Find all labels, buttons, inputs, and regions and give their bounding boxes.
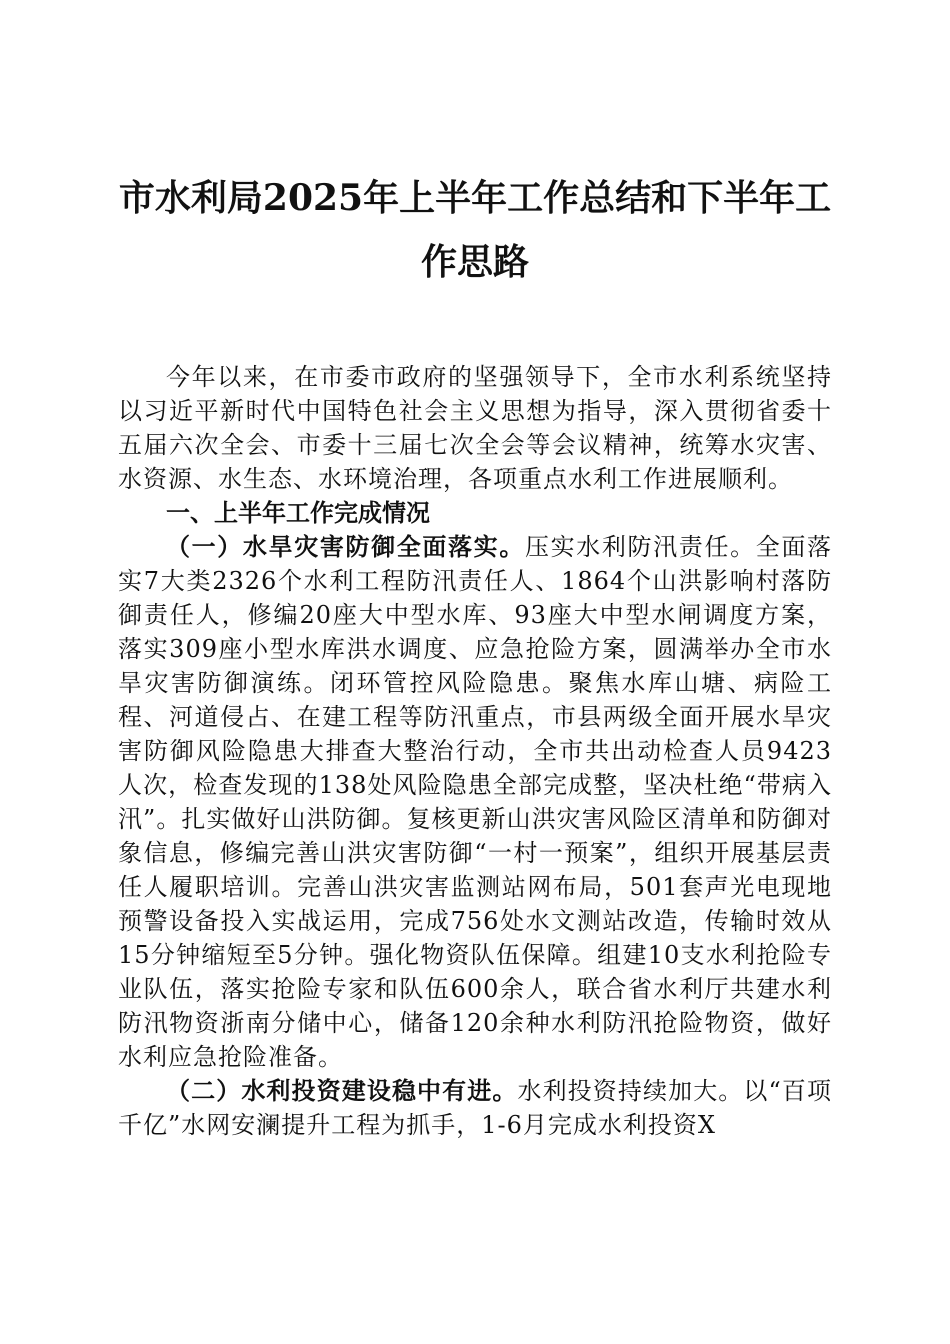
subsection-2-text: 水利投资持续加大。以“百项千亿”水网安澜提升工程为抓手，1-6月完成水利投资X bbox=[118, 1077, 832, 1139]
subsection-2-paragraph bbox=[118, 1074, 832, 1142]
title-line-1: 市水利局2025年上半年工作总结和下半年工 bbox=[118, 177, 832, 219]
document-title bbox=[118, 166, 832, 294]
subsection-1-text: 压实水利防汛责任。全面落实7大类2326个水利工程防汛责任人、1864个山洪影响村落防御责任人，修编20座大中型水库、93座大中型水闸调度方案，落实309座小型水库洪水调度、应急抢险方案，圆满举办全市水旱灾害防御演练。闭环管控风险隐患。聚焦水库山塘、病险工程、河道侵占、在建工程等防汛重点，市县两级全面开展水旱灾害防御风险隐患大排查大整治行动，全市共出动检查人员9423人次，检查发现的138处风险隐患全部完成整，坚决杜绝“带病入汛”。扎实做好山洪防御。复核更新山洪灾害风险区清单和防御对象信息，修编完善山洪灾害防御“一村一预案”，组织开展基层责任人履职培训。完善山洪灾害监测站网布局，501套声光电现地预警设备投入实战运用，完成756处水文测站改造，传输时效从15分钟缩短至5分钟。强化物资队伍保障。组建10支水利抢险专业队伍，落实抢险专家和队伍600余人，联合省水利厅共建水利防汛物资浙南分储中心，储备120余种水利防汛抢险物资，做好水利应急抢险准备。 bbox=[118, 533, 833, 1071]
subsection-1-paragraph bbox=[118, 530, 832, 1074]
section-heading: 一、上半年工作完成情况 bbox=[166, 499, 430, 527]
subsection-1-lead: （一）水旱灾害防御全面落实。 bbox=[166, 532, 525, 561]
intro-paragraph: 今年以来，在市委市政府的坚强领导下，全市水利系统坚持以习近平新时代中国特色社会主义思想为指导，深入贯彻省委十五届六次全会、市委十三届七次全会等会议精神，统筹水灾害、水资源、水生态、水环境治理，各项重点水利工作进展顺利。 bbox=[118, 363, 832, 493]
subsection-2-lead: （二）水利投资建设稳中有进。 bbox=[166, 1076, 518, 1105]
document-body bbox=[118, 360, 832, 1142]
title-line-2: 作思路 bbox=[420, 241, 529, 283]
